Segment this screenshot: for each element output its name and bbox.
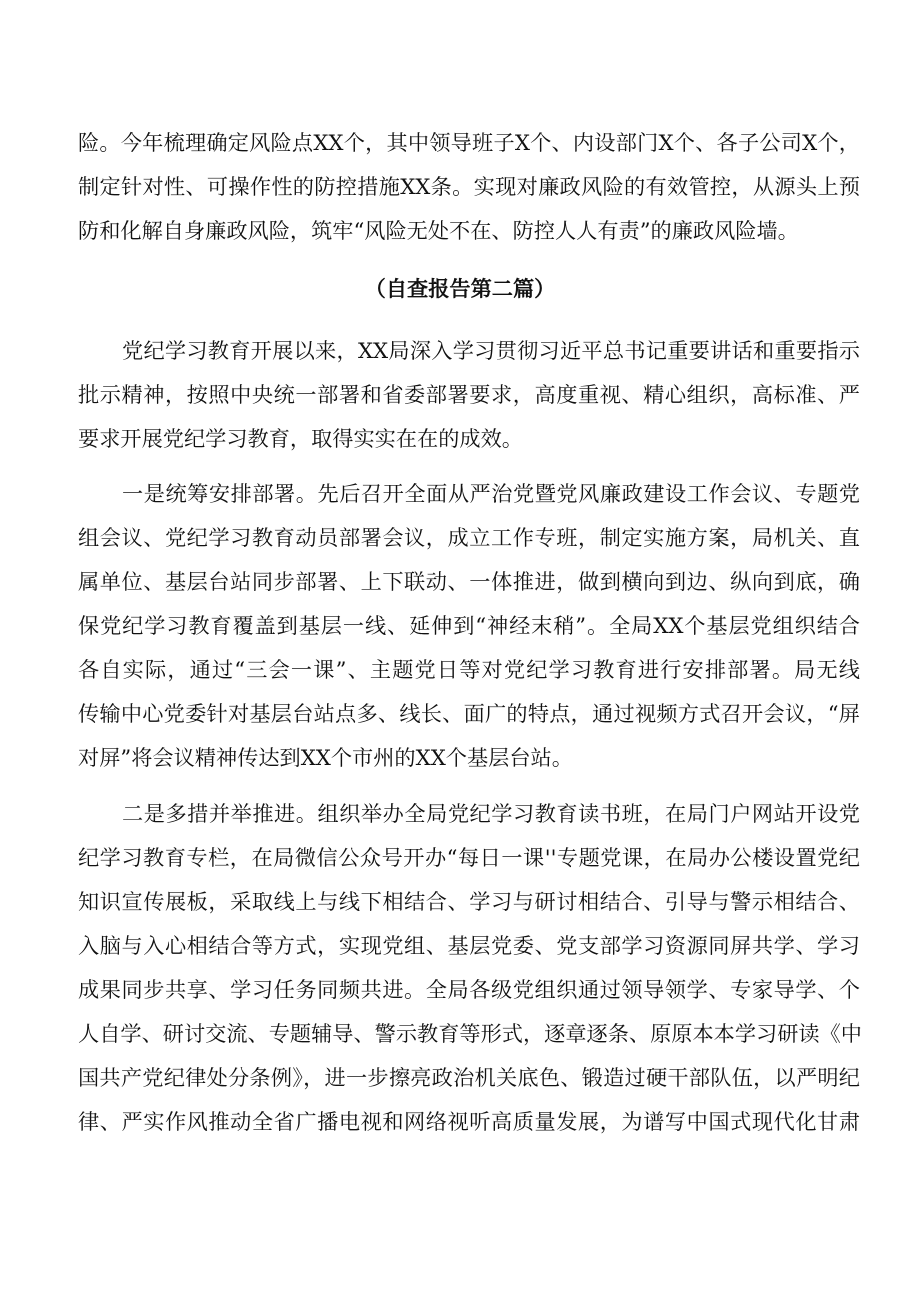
paragraph-line: 国共产党纪律处分条例》，进一步擦亮政治机关底色、锻造过硬干部队伍，以严明纪 — [78, 1065, 860, 1090]
section-title: （自查报告第二篇） — [364, 276, 556, 301]
paragraph-line: 二是多措并举推进。组织举办全局党纪学习教育读书班，在局门户网站开设党 — [122, 801, 860, 826]
paragraph-line: 一是统筹安排部署。先后召开全面从严治党暨党风廉政建设工作会议、专题党 — [122, 481, 860, 506]
paragraph-line: 律、严实作风推动全省广播电视和网络视听高质量发展，为谱写中国式现代化甘肃 — [78, 1109, 860, 1134]
paragraph-line: 对屏”将会议精神传达到XX个市州的XX个基层台站。 — [78, 745, 573, 770]
paragraph-line: 保党纪学习教育覆盖到基层一线、延伸到“神经末稍”。全局XX个基层党组织结合 — [78, 613, 860, 638]
paragraph-line: 纪学习教育专栏，在局微信公众号开办“每日一课''专题党课，在局办公楼设置党纪 — [78, 845, 860, 870]
paragraph-line: 属单位、基层台站同步部署、上下联动、一体推进，做到横向到边、纵向到底，确 — [78, 569, 860, 594]
paragraph-line: 险。今年梳理确定风险点XX个，其中领导班子X个、内设部门X个、各子公司X个， — [78, 130, 860, 155]
paragraph-line: 人自学、研讨交流、专题辅导、警示教育等形式，逐章逐条、原原本本学习研读《中 — [78, 1021, 862, 1046]
paragraph-line: 成果同步共享、学习任务同频共进。全局各级党组织通过领导领学、专家导学、个 — [78, 977, 860, 1002]
paragraph-line: 要求开展党纪学习教育，取得实实在在的成效。 — [78, 426, 523, 451]
paragraph-line: 知识宣传展板，采取线上与线下相结合、学习与研讨相结合、引导与警示相结合、 — [78, 889, 860, 914]
paragraph-line: 传输中心党委针对基层台站点多、线长、面广的特点，通过视频方式召开会议，“屏 — [78, 701, 860, 726]
paragraph-line: 组会议、党纪学习教育动员部署会议，成立工作专班，制定实施方案，局机关、直 — [78, 525, 860, 550]
paragraph-line: 党纪学习教育开展以来，XX局深入学习贯彻习近平总书记重要讲话和重要指示 — [122, 338, 860, 363]
paragraph-line: 批示精神，按照中央统一部署和省委部署要求，高度重视、精心组织，高标准、严 — [78, 382, 860, 407]
paragraph-line: 入脑与入心相结合等方式，实现党组、基层党委、党支部学习资源同屏共学、学习 — [78, 933, 860, 958]
paragraph-line: 各自实际，通过“三会一课”、主题党日等对党纪学习教育进行安排部署。局无线 — [78, 657, 860, 682]
paragraph-line: 防和化解自身廉政风险，筑牢“风险无处不在、防控人人有责”的廉政风险墙。 — [78, 218, 799, 243]
paragraph-line: 制定针对性、可操作性的防控措施XX条。实现对廉政风险的有效管控，从源头上预 — [78, 174, 860, 199]
